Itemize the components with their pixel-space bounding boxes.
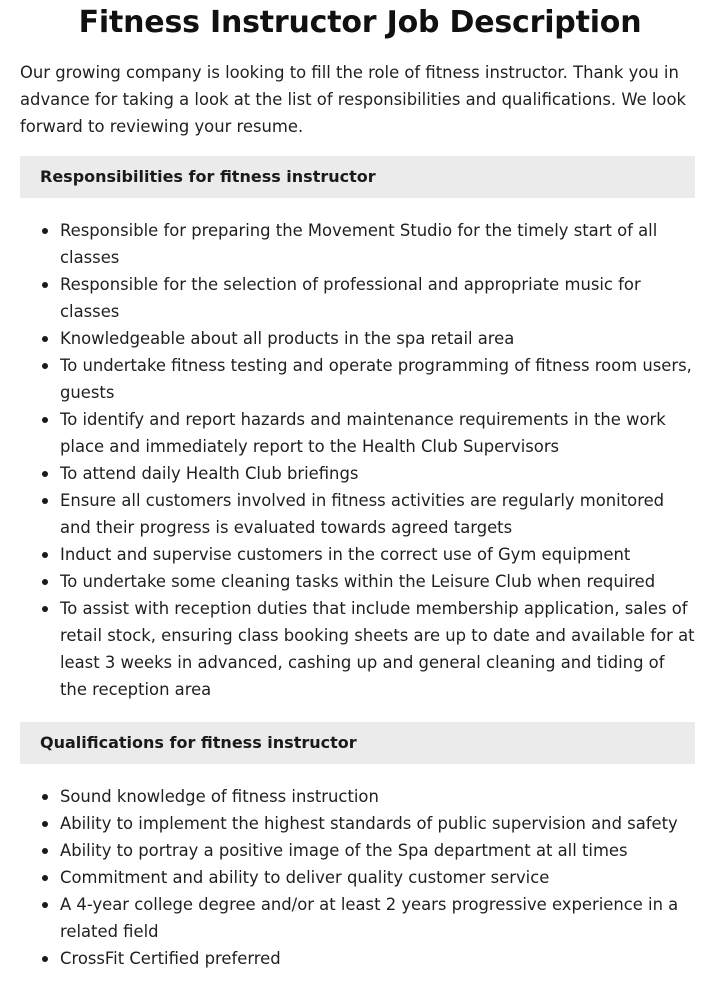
responsibilities-list [20,217,696,703]
page-title: Fitness Instructor Job Description [78,5,642,40]
list-item [20,864,696,891]
list-item-text: To identify and report hazards and maintenance requirements in the work place and immediately report to the Health Club Supervisors [60,410,666,456]
list-item [20,487,696,541]
bullet-icon [42,552,48,558]
list-item [20,271,696,325]
bullet-icon [42,498,48,504]
list-item-text: Sound knowledge of fitness instruction [60,787,379,806]
list-item [20,541,696,568]
list-item-text: Ability to implement the highest standards of public supervision and safety [60,814,678,833]
list-item-text: Commitment and ability to deliver quality customer service [60,868,550,887]
list-item-text: Responsible for the selection of professional and appropriate music for classes [60,275,641,321]
bullet-icon [42,794,48,800]
list-item [20,945,696,972]
list-item [20,460,696,487]
list-item-text: To assist with reception duties that include membership application, sales of retail stock, ensuring class booking sheets are up to date and available for at least 3 weeks in advanced, cashing up and general cleaning and tiding of the reception area [60,599,695,699]
bullet-icon [42,956,48,962]
bullet-icon [42,902,48,908]
list-item-text: Knowledgeable about all products in the spa retail area [60,329,515,348]
list-item-text: Ability to portray a positive image of the Spa department at all times [60,841,628,860]
bullet-icon [42,417,48,423]
list-item [20,325,696,352]
list-item-text: Responsible for preparing the Movement Studio for the timely start of all classes [60,221,658,267]
list-item-text: A 4-year college degree and/or at least 2 years progressive experience in a related field [60,895,679,941]
bullet-icon [42,228,48,234]
list-item [20,595,696,703]
responsibilities-heading: Responsibilities for fitness instructor [20,156,695,198]
bullet-icon [42,471,48,477]
list-item-text: To attend daily Health Club briefings [60,464,359,483]
qualifications-list [20,783,696,972]
qualifications-heading: Qualifications for fitness instructor [20,722,695,764]
bullet-icon [42,821,48,827]
bullet-icon [42,606,48,612]
list-item [20,837,696,864]
list-item [20,406,696,460]
list-item-text: CrossFit Certified preferred [60,949,281,968]
list-item [20,783,696,810]
list-item [20,568,696,595]
bullet-icon [42,336,48,342]
list-item [20,891,696,945]
list-item-text: To undertake fitness testing and operate programming of fitness room users, guests [60,356,692,402]
list-item [20,810,696,837]
list-item [20,217,696,271]
intro-paragraph: Our growing company is looking to fill the role of fitness instructor. Thank you in advance for taking a look at the list of responsibilities and qualifications. We look forward to reviewing your resume. [20,63,686,136]
bullet-icon [42,363,48,369]
bullet-icon [42,875,48,881]
bullet-icon [42,848,48,854]
list-item-text: To undertake some cleaning tasks within the Leisure Club when required [60,572,656,591]
bullet-icon [42,579,48,585]
bullet-icon [42,282,48,288]
list-item [20,352,696,406]
list-item-text: Induct and supervise customers in the correct use of Gym equipment [60,545,631,564]
list-item-text: Ensure all customers involved in fitness activities are regularly monitored and their progress is evaluated towards agreed targets [60,491,665,537]
